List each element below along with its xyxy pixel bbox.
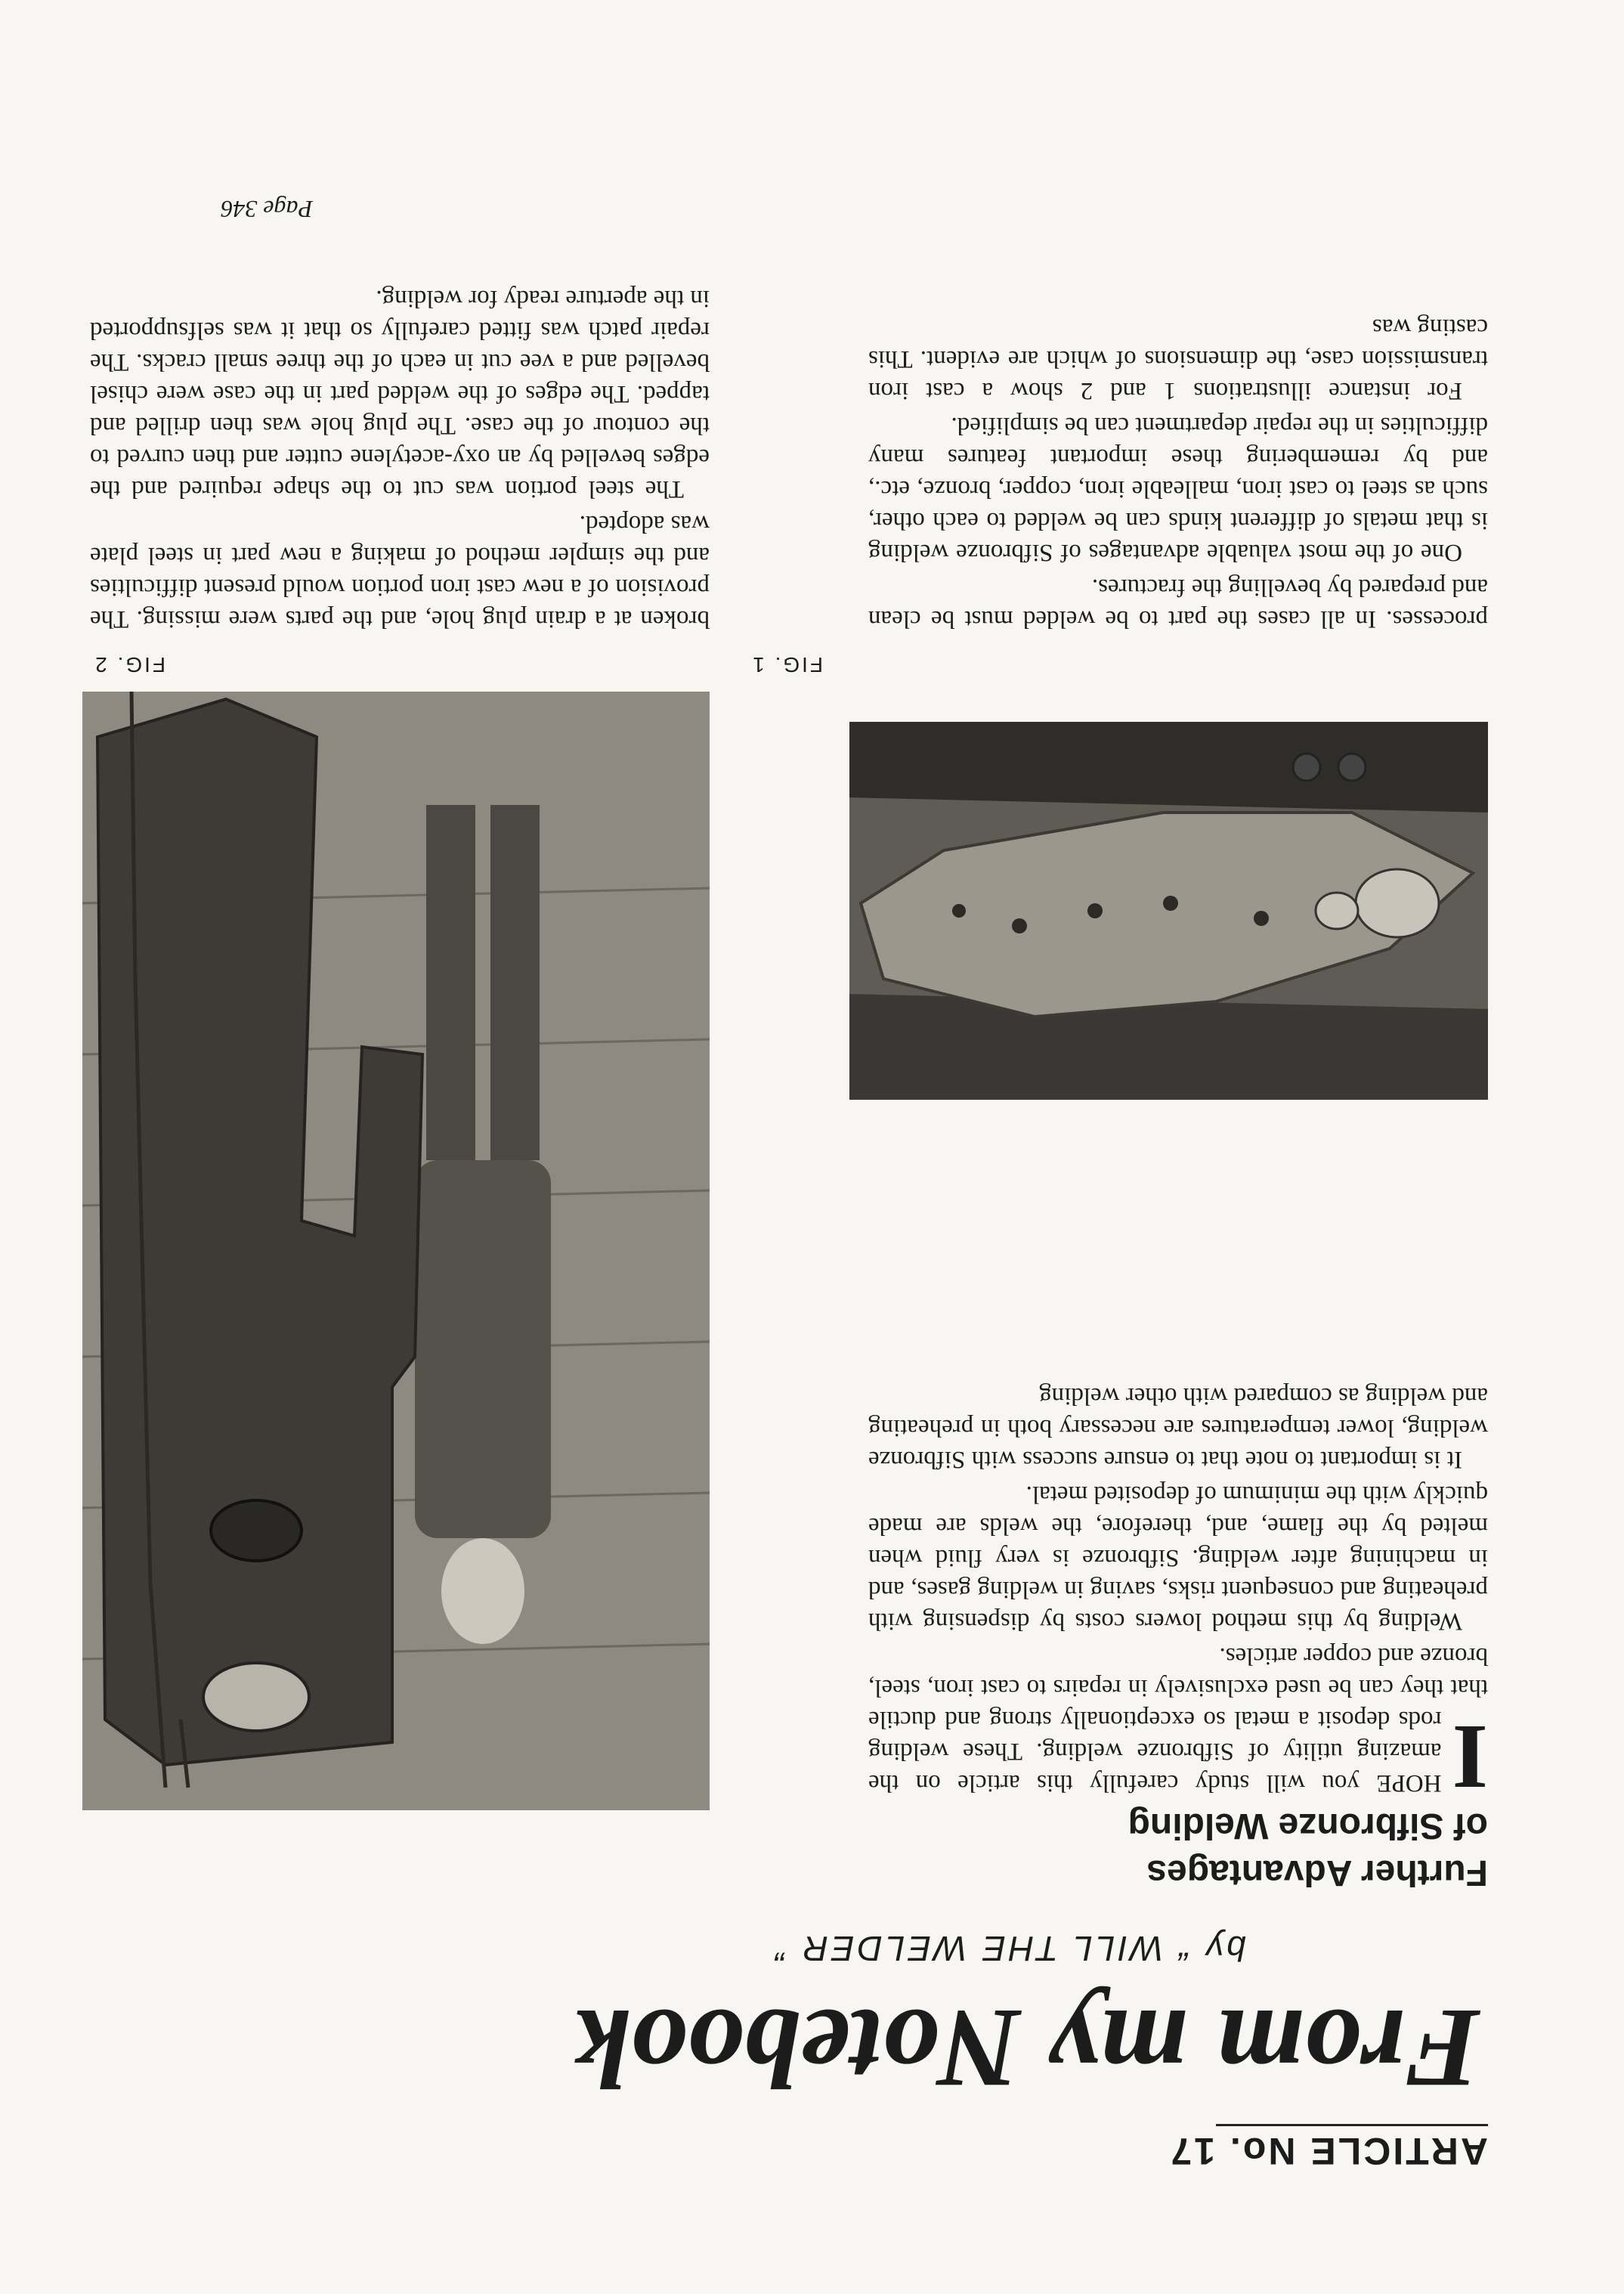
article-number: ARTICLE No. 17 — [1168, 2130, 1488, 2172]
article-number-rule — [1216, 2124, 1488, 2126]
drop-cap: I — [1452, 1706, 1488, 1808]
left-column-continued-text — [868, 308, 1488, 635]
figure-2-illustration — [82, 692, 710, 1810]
byline: by “ WILL THE WELDER ” — [772, 1929, 1246, 1968]
man-body — [415, 1160, 551, 1538]
right-column-text — [90, 280, 710, 635]
figure-1-caption: FIG. 1 — [750, 653, 823, 676]
subtitle-line-2: of Sifbronze Welding — [1128, 1806, 1488, 1846]
paragraph: broken at a drain plug hole, and the parts were missing. The provision of a new cast iron portion would present difficulties and the simpler method of making a new part in steel plate was adopted. — [90, 510, 710, 633]
page-number: Page 346 — [221, 196, 313, 223]
paragraph: For instance illustrations 1 and 2 show a cast iron transmission case, the dimensions of which are evident. This casting was — [868, 314, 1488, 404]
page-title: From my Notebook — [574, 1986, 1480, 2111]
figure-2-caption: FIG. 2 — [93, 653, 165, 676]
left-column-text — [868, 1377, 1488, 1808]
figure-1-illustration — [849, 722, 1488, 1100]
paragraph: I HOPE you will study carefully this article on the amazing utility of Sifbronze welding. These welding rods deposit a metal so exceptionally strong and ductile that they can be used exclusively in repairs to cast iron, steel, bronze and copper articles. — [868, 1642, 1488, 1808]
paragraph: One of the most valuable advantages of Sifbronze welding is that metals of different kinds can be welded to each other, such as steel to cast iron, malleable iron, copper, bronze, etc., and by remembering these important features many difficulties in the repair department can be simplified. — [868, 412, 1488, 566]
paragraph: It is important to note that to ensure success with Sifbronze welding, lower temperatures are necessary both in preheating and welding as compared with other welding — [868, 1382, 1488, 1473]
paragraph: Welding by this method lowers costs by dispensing with preheating and consequent risks, saving in welding gases, and in machining after welding. Sifbronze is very fluid when melted by the flame, and, therefore, the welds are made quickly with the minimum of deposited metal. — [868, 1481, 1488, 1635]
man-head — [441, 1538, 524, 1644]
figure-2-photo — [82, 692, 710, 1810]
figure-1-photo — [849, 722, 1488, 1100]
paragraph: processes. In all cases the part to be welded must be clean and prepared by bevelling the fractures. — [868, 574, 1488, 633]
paragraph: The steel portion was cut to the shape required and the edges bevelled by an oxy-acetylene cutter and then curved to the contour of the case. The plug hole was then drilled and tapped. The edges of the welded part in the case were chisel bevelled and a vee cut in each of the three small cracks. The repair patch was fitted carefully so that it was selfsupported in the aperture ready for welding. — [90, 285, 710, 503]
subtitle-line-1: Further Advantages — [1146, 1853, 1488, 1893]
